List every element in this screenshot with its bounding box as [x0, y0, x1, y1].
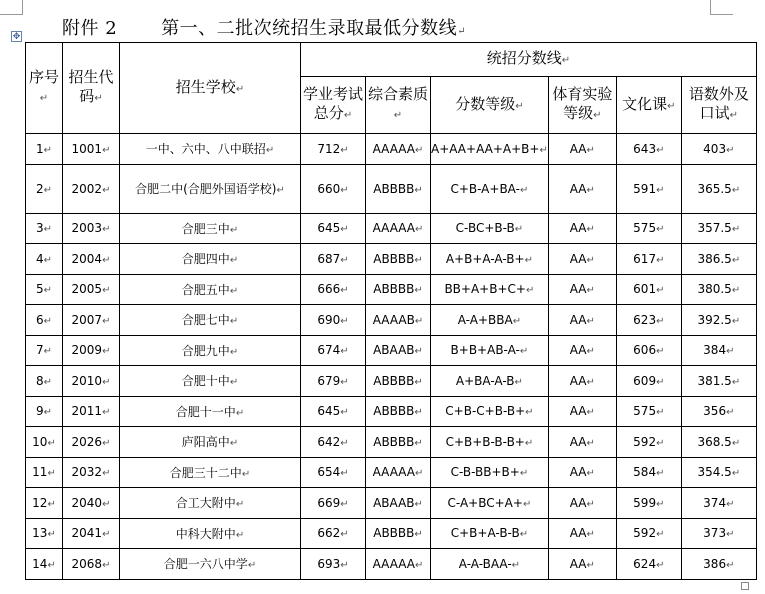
cell-quality-text: ABBBB: [373, 373, 415, 388]
cell-pe: AA↵: [548, 134, 616, 165]
cell-code-text: 2005: [71, 282, 103, 297]
cell-total-text: 660: [317, 181, 341, 196]
cell-culture-text: 643: [633, 141, 657, 156]
cell-school: 合肥四中↵: [120, 244, 301, 275]
crop-mark-top-left: [0, 0, 23, 15]
table-row: [26, 488, 757, 519]
cell-oral: 368.5↵: [681, 427, 756, 458]
cell-code-text: 2011: [71, 404, 103, 419]
cell-seq-text: 10: [32, 434, 48, 449]
cell-seq-text: 12: [32, 495, 48, 510]
cell-oral-text: 381.5: [697, 373, 732, 388]
table-row: [26, 305, 757, 336]
cell-school-text: 中科大附中: [175, 526, 236, 541]
cell-school-text: 合工大附中: [175, 496, 236, 511]
cell-quality: ABBBB↵: [366, 244, 431, 275]
cell-culture: 599↵: [616, 488, 681, 519]
cell-culture-text: 609: [633, 373, 657, 388]
cell-total-text: 666: [317, 282, 341, 297]
cell-pe-text: AA: [569, 181, 587, 196]
cell-code-text: 2009: [71, 343, 103, 358]
cell-culture: 606↵: [616, 335, 681, 366]
cell-school-text: 合肥五中: [181, 282, 230, 297]
cell-quality: ABBBB↵: [366, 396, 431, 427]
cell-total-text: 687: [317, 251, 341, 266]
cell-school: 合肥十中↵: [120, 366, 301, 397]
cell-pe-text: AA: [569, 251, 587, 266]
cell-pe: AA↵: [548, 427, 616, 458]
cell-total: 660↵: [301, 164, 366, 213]
cell-grade: C+B-C+B-B+↵: [431, 396, 549, 427]
cell-pe: AA↵: [548, 305, 616, 336]
cell-oral: 386.5↵: [681, 244, 756, 275]
cell-pe: AA↵: [548, 488, 616, 519]
cell-grade-text: A-A-BAA-: [458, 556, 512, 571]
cell-quality: ABBBB↵: [366, 427, 431, 458]
cell-seq-text: 3: [35, 221, 44, 236]
cell-oral: 354.5↵: [681, 457, 756, 488]
cell-grade: C+B-A+BA-↵: [431, 164, 549, 213]
cell-pe-text: AA: [569, 221, 587, 236]
cell-school: 一中、六中、八中联招↵: [120, 134, 301, 165]
cell-quality-text: ABBBB: [373, 282, 415, 297]
cell-oral-text: 384: [703, 343, 727, 358]
cell-quality-text: ABBBB: [373, 181, 415, 196]
cell-quality-text: ABBBB: [373, 404, 415, 419]
cell-oral-text: 386: [703, 556, 727, 571]
cell-school: 合肥三十二中↵: [120, 457, 301, 488]
cell-total-text: 654: [317, 465, 341, 480]
cell-oral-text: 365.5: [697, 181, 732, 196]
cell-total: 662↵: [301, 518, 366, 549]
cell-total: 642↵: [301, 427, 366, 458]
table-row: [26, 396, 757, 427]
cell-seq: 11↵: [26, 457, 63, 488]
header-seq: 序号↵: [26, 43, 63, 134]
cell-total-text: 674: [317, 343, 341, 358]
cell-grade: C+B+A-B-B↵: [431, 518, 549, 549]
cell-quality-text: ABBBB: [373, 251, 415, 266]
cell-pe: AA↵: [548, 164, 616, 213]
cell-school: 合肥三中↵: [120, 213, 301, 244]
cell-oral-text: 354.5: [697, 465, 732, 480]
cell-oral: 381.5↵: [681, 366, 756, 397]
cell-seq-text: 7: [35, 343, 44, 358]
cell-pe-text: AA: [569, 312, 587, 327]
cell-quality-text: AAAAA: [372, 221, 415, 236]
cell-pe: AA↵: [548, 274, 616, 305]
cell-culture: 592↵: [616, 427, 681, 458]
cell-code-text: 2002: [71, 181, 103, 196]
cell-culture: 617↵: [616, 244, 681, 275]
cell-quality-text: ABAAB: [373, 343, 415, 358]
cell-school-text: 合肥三中: [181, 221, 230, 236]
cell-seq-text: 8: [35, 373, 44, 388]
cell-school: 合肥一六八中学↵: [120, 549, 301, 580]
header-group: 统招分数线↵: [301, 43, 757, 77]
table-row: [26, 335, 757, 366]
header-code: 招生代码↵: [63, 43, 120, 134]
cell-grade-text: C+B-A+BA-: [450, 181, 520, 196]
cell-total: 666↵: [301, 274, 366, 305]
cell-code: 1001↵: [63, 134, 120, 165]
cell-pe-text: AA: [569, 434, 587, 449]
cell-code: 2011↵: [63, 396, 120, 427]
cell-quality-text: AAAAA: [372, 465, 415, 480]
cell-grade-text: B+B+AB-A-: [450, 343, 520, 358]
header-culture: 文化课↵: [616, 77, 681, 134]
cell-seq: 3↵: [26, 213, 63, 244]
cell-pe-text: AA: [569, 526, 587, 541]
cell-quality: AAAAA↵: [366, 457, 431, 488]
cell-school: 合肥九中↵: [120, 335, 301, 366]
cell-seq: 10↵: [26, 427, 63, 458]
table-row: [26, 549, 757, 580]
table-row: [26, 518, 757, 549]
cell-code-text: 2026: [71, 434, 103, 449]
cell-oral: 374↵: [681, 488, 756, 519]
cell-grade: C-A+BC+A+↵: [431, 488, 549, 519]
cell-school: 合肥五中↵: [120, 274, 301, 305]
cell-oral-text: 357.5: [697, 221, 732, 236]
cell-oral-text: 356: [703, 404, 727, 419]
cell-code-text: 2003: [71, 221, 103, 236]
cell-oral-text: 374: [703, 495, 727, 510]
cell-school-text: 合肥四中: [181, 252, 230, 267]
cell-seq: 6↵: [26, 305, 63, 336]
cell-total: 679↵: [301, 366, 366, 397]
cell-total-text: 679: [317, 373, 341, 388]
attachment-label: 附件 2: [62, 18, 118, 39]
cell-seq: 13↵: [26, 518, 63, 549]
cell-culture-text: 606: [633, 343, 657, 358]
table-row: [26, 274, 757, 305]
cell-oral: 357.5↵: [681, 213, 756, 244]
table-row: [26, 366, 757, 397]
cell-culture-text: 592: [633, 434, 657, 449]
cell-school: 合肥二中(合肥外国语学校)↵: [120, 164, 301, 213]
cell-code: 2007↵: [63, 305, 120, 336]
cell-grade-text: A+B+A-A-B+: [445, 251, 525, 266]
cell-total-text: 693: [317, 556, 341, 571]
cell-grade-text: C-BC+B-B: [455, 221, 515, 236]
cell-oral-text: 392.5: [697, 312, 732, 327]
cell-culture-text: 624: [633, 556, 657, 571]
cell-code-text: 2032: [71, 465, 103, 480]
cell-quality-text: ABAAB: [373, 495, 415, 510]
cell-code-text: 2041: [71, 526, 103, 541]
cell-code: 2005↵: [63, 274, 120, 305]
cell-pe-text: AA: [569, 465, 587, 480]
cell-school: 庐阳高中↵: [120, 427, 301, 458]
header-pe: 体育实验等级↵: [548, 77, 616, 134]
cell-code: 2009↵: [63, 335, 120, 366]
cell-total-text: 645: [317, 221, 341, 236]
cell-code: 2002↵: [63, 164, 120, 213]
cell-seq-text: 5: [35, 282, 44, 297]
cell-school-text: 合肥七中: [181, 313, 230, 328]
cell-culture: 584↵: [616, 457, 681, 488]
cell-pe-text: AA: [569, 282, 587, 297]
cell-seq-text: 1: [35, 141, 44, 156]
cell-culture: 609↵: [616, 366, 681, 397]
cell-grade-text: BB+A+B+C+: [444, 282, 526, 297]
cell-culture: 623↵: [616, 305, 681, 336]
paragraph-mark-icon: ↵: [457, 26, 467, 37]
cell-code: 2040↵: [63, 488, 120, 519]
cell-seq: 9↵: [26, 396, 63, 427]
cell-oral: 384↵: [681, 335, 756, 366]
cell-school-text: 庐阳高中: [181, 435, 230, 450]
cell-total: 654↵: [301, 457, 366, 488]
cell-oral-text: 386.5: [697, 251, 732, 266]
cell-quality-text: ABBBB: [373, 434, 415, 449]
cell-grade-text: A+BA-A-B: [455, 373, 515, 388]
cell-grade-text: A-A+BBA: [457, 312, 513, 327]
cell-total-text: 642: [317, 434, 341, 449]
cell-oral-text: 380.5: [697, 282, 732, 297]
header-grade: 分数等级↵: [431, 77, 549, 134]
cell-code-text: 2068: [71, 556, 103, 571]
cell-quality: ABAAB↵: [366, 488, 431, 519]
table-body: [26, 134, 757, 580]
cell-seq: 5↵: [26, 274, 63, 305]
cell-code: 2004↵: [63, 244, 120, 275]
cell-culture-text: 623: [633, 312, 657, 327]
cell-pe-text: AA: [569, 495, 587, 510]
cell-quality-text: AAAAA: [372, 141, 415, 156]
cell-seq: 8↵: [26, 366, 63, 397]
cell-culture: 575↵: [616, 213, 681, 244]
cell-total: 674↵: [301, 335, 366, 366]
cell-seq-text: 4: [35, 251, 44, 266]
cell-pe: AA↵: [548, 213, 616, 244]
cell-code: 2026↵: [63, 427, 120, 458]
cell-pe-text: AA: [569, 141, 587, 156]
cell-grade-text: C-B-BB+B+: [450, 465, 520, 480]
cell-school-text: 合肥十一中: [175, 404, 236, 419]
cell-culture-text: 601: [633, 282, 657, 297]
cell-school-text: 合肥十中: [181, 374, 230, 389]
cell-code: 2003↵: [63, 213, 120, 244]
title-text: 第一、二批次统招生录取最低分数线: [161, 18, 458, 39]
cell-oral-text: 373: [703, 526, 727, 541]
cell-total: 690↵: [301, 305, 366, 336]
table-row: [26, 244, 757, 275]
cell-pe: AA↵: [548, 457, 616, 488]
cell-oral: 365.5↵: [681, 164, 756, 213]
cell-seq: 2↵: [26, 164, 63, 213]
cell-school-text: 一中、六中、八中联招: [145, 142, 266, 157]
cell-culture: 592↵: [616, 518, 681, 549]
cell-grade: A-A+BBA↵: [431, 305, 549, 336]
cell-culture-text: 599: [633, 495, 657, 510]
crop-mark-top-right: [710, 0, 733, 15]
cell-grade-text: C+B+B-B-B+: [445, 434, 525, 449]
cell-culture-text: 575: [633, 221, 657, 236]
table-row: [26, 457, 757, 488]
cell-pe: AA↵: [548, 549, 616, 580]
cell-seq-text: 9: [35, 404, 44, 419]
cell-pe-text: AA: [569, 404, 587, 419]
cell-oral: 380.5↵: [681, 274, 756, 305]
cell-oral: 386↵: [681, 549, 756, 580]
cell-grade: BB+A+B+C+↵: [431, 274, 549, 305]
cell-grade: A+BA-A-B↵: [431, 366, 549, 397]
cell-seq: 14↵: [26, 549, 63, 580]
cell-grade-text: C+B+A-B-B: [450, 526, 520, 541]
cell-pe-text: AA: [569, 373, 587, 388]
cell-school-text: 合肥九中: [181, 343, 230, 358]
cell-seq: 12↵: [26, 488, 63, 519]
cell-grade: B+B+AB-A-↵: [431, 335, 549, 366]
cell-quality: ABBBB↵: [366, 366, 431, 397]
cell-total-text: 669: [317, 495, 341, 510]
cell-seq-text: 11: [32, 465, 48, 480]
cell-total: 645↵: [301, 396, 366, 427]
cell-culture-text: 592: [633, 526, 657, 541]
cell-code-text: 2040: [71, 495, 103, 510]
table-row: [26, 213, 757, 244]
cell-culture: 601↵: [616, 274, 681, 305]
cell-total: 712↵: [301, 134, 366, 165]
header-quality: 综合素质↵: [366, 77, 431, 134]
cell-oral: 403↵: [681, 134, 756, 165]
cell-culture: 575↵: [616, 396, 681, 427]
cell-seq-text: 14: [32, 556, 48, 571]
header-oral: 语数外及口试↵: [681, 77, 756, 134]
cell-quality: AAAAA↵: [366, 549, 431, 580]
cell-quality: ABAAB↵: [366, 335, 431, 366]
table-row: [26, 134, 757, 165]
cell-code-text: 1001: [71, 141, 103, 156]
cell-school: 中科大附中↵: [120, 518, 301, 549]
cell-school: 合肥十一中↵: [120, 396, 301, 427]
cell-school-text: 合肥二中(合肥外国语学校): [135, 182, 277, 196]
cell-total-text: 645: [317, 404, 341, 419]
header-exam-total: 学业考试总分↵: [301, 77, 366, 134]
table-row: [26, 427, 757, 458]
cell-quality-text: AAAAB: [372, 312, 415, 327]
cell-quality: AAAAB↵: [366, 305, 431, 336]
cell-culture: 643↵: [616, 134, 681, 165]
cell-quality: AAAAA↵: [366, 213, 431, 244]
cell-seq-text: 6: [35, 312, 44, 327]
cell-pe-text: AA: [569, 556, 587, 571]
cell-code: 2041↵: [63, 518, 120, 549]
cell-quality-text: ABBBB: [373, 526, 415, 541]
cell-pe: AA↵: [548, 335, 616, 366]
cell-seq-text: 13: [32, 526, 48, 541]
cell-total: 693↵: [301, 549, 366, 580]
cell-pe-text: AA: [569, 343, 587, 358]
cell-grade-text: C+B-C+B-B+: [445, 404, 526, 419]
cell-total-text: 712: [317, 141, 341, 156]
cell-grade-text: A+AA+AA+A+B+: [431, 141, 540, 156]
cell-code: 2068↵: [63, 549, 120, 580]
cell-pe: AA↵: [548, 396, 616, 427]
cell-pe: AA↵: [548, 244, 616, 275]
cell-total-text: 690: [317, 312, 341, 327]
header-school: 招生学校↵: [120, 43, 301, 134]
cell-code-text: 2007: [71, 312, 103, 327]
cell-grade-text: C-A+BC+A+: [447, 495, 523, 510]
cell-school: 合工大附中↵: [120, 488, 301, 519]
cell-quality-text: AAAAA: [372, 556, 415, 571]
cell-code: 2032↵: [63, 457, 120, 488]
cell-culture-text: 591: [633, 181, 657, 196]
cell-total: 669↵: [301, 488, 366, 519]
cell-total: 687↵: [301, 244, 366, 275]
cell-culture: 591↵: [616, 164, 681, 213]
cell-seq: 1↵: [26, 134, 63, 165]
cell-pe: AA↵: [548, 366, 616, 397]
cell-grade: C+B+B-B-B+↵: [431, 427, 549, 458]
cell-seq: 7↵: [26, 335, 63, 366]
cell-grade: A+B+A-A-B+↵: [431, 244, 549, 275]
table-resize-handle[interactable]: [741, 582, 749, 590]
cell-oral: 356↵: [681, 396, 756, 427]
cell-grade: C-BC+B-B↵: [431, 213, 549, 244]
cell-school-text: 合肥三十二中: [169, 465, 242, 480]
document-title: [62, 14, 466, 40]
cell-code: 2010↵: [63, 366, 120, 397]
cell-quality: ABBBB↵: [366, 164, 431, 213]
cell-culture-text: 575: [633, 404, 657, 419]
cell-total-text: 662: [317, 526, 341, 541]
cell-grade: A+AA+AA+A+B+↵: [431, 134, 549, 165]
cell-quality: ABBBB↵: [366, 274, 431, 305]
cell-oral-text: 403: [703, 141, 727, 156]
cell-grade: C-B-BB+B+↵: [431, 457, 549, 488]
cell-pe: AA↵: [548, 518, 616, 549]
cell-code-text: 2004: [71, 251, 103, 266]
cell-seq: 4↵: [26, 244, 63, 275]
cell-oral: 373↵: [681, 518, 756, 549]
cell-grade: A-A-BAA-↵: [431, 549, 549, 580]
cell-culture: 624↵: [616, 549, 681, 580]
cell-culture-text: 584: [633, 465, 657, 480]
cell-code-text: 2010: [71, 373, 103, 388]
cell-school: 合肥七中↵: [120, 305, 301, 336]
table-row: [26, 164, 757, 213]
table-move-handle-icon[interactable]: ✥: [12, 32, 21, 42]
cell-oral-text: 368.5: [697, 434, 732, 449]
cell-quality: ABBBB↵: [366, 518, 431, 549]
cell-oral: 392.5↵: [681, 305, 756, 336]
cell-total: 645↵: [301, 213, 366, 244]
score-table: [25, 42, 757, 580]
cell-seq-text: 2: [35, 181, 44, 196]
cell-culture-text: 617: [633, 251, 657, 266]
cell-school-text: 合肥一六八中学: [163, 557, 248, 572]
cell-quality: AAAAA↵: [366, 134, 431, 165]
